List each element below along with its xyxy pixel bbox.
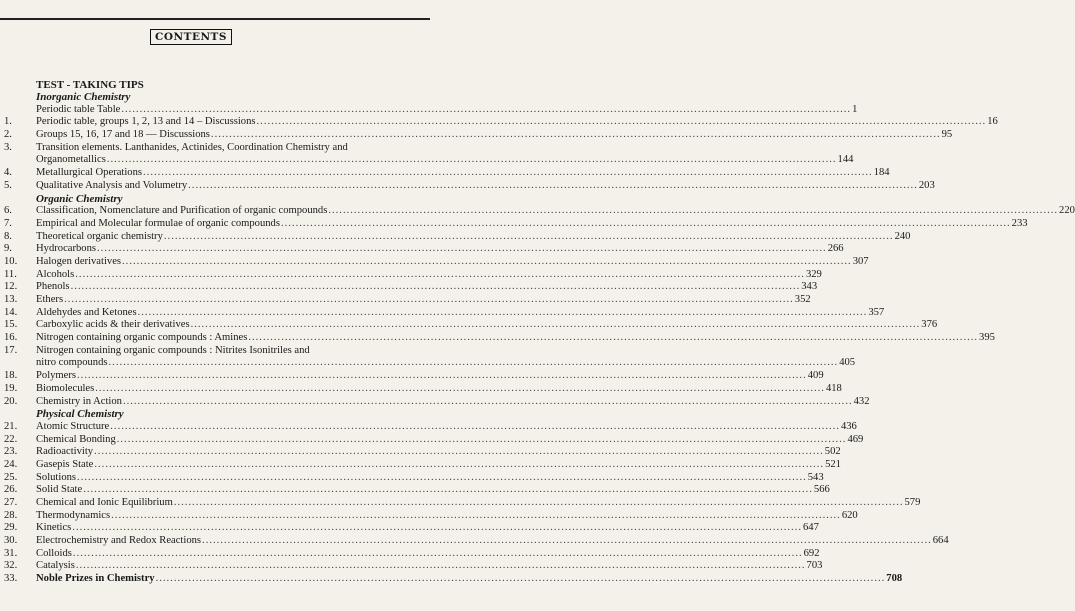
toc-entry-title: Biomolecules bbox=[36, 382, 95, 394]
dot-leader: ........................................................................................................................................................................................................ bbox=[77, 370, 807, 382]
toc-entry-page: 543 bbox=[807, 471, 824, 483]
dot-leader: ........................................................................................................................................................................................................ bbox=[106, 154, 837, 166]
toc-entry[interactable] bbox=[0, 268, 822, 282]
table-of-contents bbox=[0, 91, 1075, 586]
toc-entry[interactable] bbox=[0, 319, 938, 332]
toc-entry[interactable] bbox=[0, 573, 903, 586]
section-heading bbox=[0, 408, 430, 421]
dot-leader: ........................................................................................................................................................................................................ bbox=[188, 179, 918, 191]
toc-entry[interactable] bbox=[0, 395, 870, 409]
toc-entry[interactable] bbox=[0, 446, 841, 459]
toc-entry-page: 521 bbox=[825, 458, 841, 470]
toc-entry-title: Nitrogen containing organic compounds : Nitrites Isonitriles and bbox=[36, 344, 310, 356]
dot-leader: ........................................................................................................................................................................................................ bbox=[210, 129, 941, 141]
dot-leader: ........................................................................................................................................................................................................ bbox=[122, 395, 853, 407]
toc-entry-page: 233 bbox=[1011, 217, 1028, 229]
toc-entry-number: 6. bbox=[4, 205, 12, 217]
toc-entry-page: 184 bbox=[873, 167, 890, 179]
toc-entry-number: 8. bbox=[4, 230, 12, 242]
toc-entry-number: 29. bbox=[4, 522, 18, 534]
dot-leader: ........................................................................................................................................................................................................ bbox=[94, 458, 825, 470]
toc-entry-title: Ethers bbox=[36, 294, 64, 305]
toc-entry-page: 307 bbox=[852, 255, 869, 267]
toc-entry-title: Alcohols bbox=[36, 268, 75, 280]
dot-leader: ........................................................................................................................................................................................................ bbox=[75, 268, 805, 280]
toc-entry-number: 24. bbox=[4, 458, 18, 470]
toc-entry-number: 21. bbox=[4, 420, 18, 432]
contents-heading: CONTENTS bbox=[155, 31, 227, 43]
toc-entry-number: 13. bbox=[4, 294, 18, 305]
toc-entry[interactable] bbox=[0, 484, 830, 497]
toc-entry[interactable] bbox=[0, 547, 820, 561]
toc-entry-number: 10. bbox=[4, 255, 18, 267]
toc-entry[interactable] bbox=[0, 116, 998, 129]
dot-leader: ........................................................................................................................................................................................................ bbox=[137, 306, 868, 318]
toc-entry-page: 395 bbox=[979, 332, 995, 344]
section-heading-label: Inorganic Chemistry bbox=[36, 91, 131, 103]
dot-leader: ........................................................................................................................................................................................................ bbox=[155, 573, 886, 585]
toc-entry-page: 692 bbox=[803, 547, 820, 559]
toc-entry-title: nitro compounds bbox=[36, 357, 108, 369]
toc-entry-page: 240 bbox=[894, 230, 911, 242]
toc-entry-number: 2. bbox=[4, 129, 12, 141]
toc-entry-title: Empirical and Molecular formulae of organic compounds bbox=[36, 217, 280, 229]
toc-entry[interactable] bbox=[0, 382, 842, 396]
toc-entry-number: 30. bbox=[4, 535, 18, 547]
toc-entry-title: Chemical Bonding bbox=[36, 433, 116, 445]
dot-leader: ........................................................................................................................................................................................................ bbox=[83, 484, 813, 496]
toc-entry-title: Atomic Structure bbox=[36, 420, 110, 432]
dot-leader: ........................................................................................................................................................................................................ bbox=[108, 357, 839, 369]
toc-entry-title: Chemistry in Action bbox=[36, 395, 122, 407]
toc-entry-number: 19. bbox=[4, 382, 18, 394]
toc-entry-page: 432 bbox=[853, 395, 870, 407]
top-rule bbox=[0, 18, 430, 20]
toc-entry-number: 20. bbox=[4, 395, 18, 407]
toc-entry[interactable] bbox=[0, 103, 858, 117]
toc-entry-title: Solutions bbox=[36, 471, 77, 483]
toc-entry[interactable] bbox=[0, 471, 824, 485]
toc-entry-page: 418 bbox=[825, 382, 842, 394]
dot-leader: ........................................................................................................................................................................................................ bbox=[163, 230, 894, 242]
contents-heading-box bbox=[150, 29, 232, 45]
toc-entry-page: 566 bbox=[813, 484, 830, 496]
toc-entry-number: 5. bbox=[4, 179, 12, 191]
dot-leader: ........................................................................................................................................................................................................ bbox=[202, 535, 932, 547]
toc-entry-title: Colloids bbox=[36, 547, 72, 559]
toc-entry-number: 28. bbox=[4, 509, 18, 521]
toc-entry[interactable] bbox=[0, 509, 858, 523]
toc-entry-title: Thermodynamics bbox=[36, 509, 111, 521]
toc-entry-number: 9. bbox=[4, 243, 12, 255]
toc-entry-title: Halogen derivatives bbox=[36, 255, 122, 267]
toc-entry-page: 16 bbox=[987, 116, 998, 128]
toc-entry[interactable] bbox=[0, 142, 430, 155]
toc-entry-title: Chemical and Ionic Equilibrium bbox=[36, 497, 173, 508]
toc-entry[interactable] bbox=[0, 205, 1075, 218]
toc-entry[interactable] bbox=[0, 420, 857, 434]
toc-entry-title: Periodic table Table bbox=[36, 103, 121, 115]
toc-entry-title: Qualitative Analysis and Volumetry bbox=[36, 179, 188, 191]
toc-entry-page: 502 bbox=[824, 446, 841, 458]
toc-entry-title: Noble Prizes in Chemistry bbox=[36, 573, 155, 585]
toc-entry[interactable] bbox=[0, 345, 430, 358]
toc-entry-number: 4. bbox=[4, 167, 12, 179]
dot-leader: ........................................................................................................................................................................................................ bbox=[94, 446, 824, 458]
toc-entry-title: Hydrocarbons bbox=[36, 243, 97, 255]
dot-leader: ........................................................................................................................................................................................................ bbox=[75, 560, 806, 572]
toc-entry-title: Kinetics bbox=[36, 522, 72, 534]
toc-entry[interactable] bbox=[0, 433, 864, 447]
toc-entry-title: Classification, Nomenclature and Purification of organic compounds bbox=[36, 205, 328, 217]
section-heading bbox=[0, 193, 430, 206]
dot-leader: ........................................................................................................................................................................................................ bbox=[95, 382, 825, 394]
dot-leader: ........................................................................................................................................................................................................ bbox=[97, 243, 827, 255]
toc-entry[interactable] bbox=[0, 332, 995, 345]
dot-leader: ........................................................................................................................................................................................................ bbox=[190, 319, 921, 331]
toc-entry-page: 579 bbox=[904, 497, 921, 508]
toc-entry-title: Polymers bbox=[36, 370, 77, 382]
toc-entry-title: Groups 15, 16, 17 and 18 — Discussions bbox=[36, 129, 210, 141]
section-heading-label: Physical Chemistry bbox=[36, 408, 124, 421]
toc-entry-number: 18. bbox=[4, 370, 18, 382]
dot-leader: ........................................................................................................................................................................................................ bbox=[173, 497, 904, 508]
toc-entry[interactable] bbox=[0, 129, 953, 142]
toc-entry-number: 14. bbox=[4, 306, 18, 318]
toc-entry-page: 469 bbox=[847, 433, 864, 445]
toc-entry-title: Radioactivity bbox=[36, 446, 94, 458]
toc-entry-title: Phenols bbox=[36, 281, 70, 293]
toc-entry-number: 31. bbox=[4, 547, 18, 559]
toc-entry-page: 352 bbox=[794, 294, 811, 305]
toc-entry[interactable] bbox=[0, 154, 854, 167]
toc-entry-number: 27. bbox=[4, 497, 18, 508]
toc-entry-title: Catalysis bbox=[36, 560, 75, 572]
section-heading-label: Organic Chemistry bbox=[36, 192, 123, 205]
dot-leader: ........................................................................................................................................................................................................ bbox=[256, 116, 987, 128]
toc-entry-page: 405 bbox=[839, 357, 856, 369]
toc-entry-page: 343 bbox=[801, 281, 818, 293]
dot-leader: ........................................................................................................................................................................................................ bbox=[64, 294, 794, 305]
toc-entry-title: Organometallics bbox=[36, 154, 106, 166]
dot-leader: ........................................................................................................................................................................................................ bbox=[328, 205, 1059, 217]
toc-entry-page: 409 bbox=[807, 370, 824, 382]
toc-entry[interactable] bbox=[0, 167, 890, 180]
toc-entry-title: Electrochemistry and Redox Reactions bbox=[36, 535, 202, 547]
toc-entry[interactable] bbox=[0, 535, 949, 548]
dot-leader: ........................................................................................................................................................................................................ bbox=[72, 522, 802, 534]
toc-entry-number: 3. bbox=[4, 141, 12, 153]
toc-entry-page: 329 bbox=[805, 268, 822, 280]
dot-leader: ........................................................................................................................................................................................................ bbox=[111, 509, 841, 521]
toc-entry-title: Periodic table, groups 1, 2, 13 and 14 – Discussions bbox=[36, 116, 256, 128]
toc-entry-number: 12. bbox=[4, 281, 18, 293]
toc-entry[interactable] bbox=[0, 357, 856, 370]
toc-entry[interactable] bbox=[0, 306, 885, 320]
toc-entry[interactable] bbox=[0, 255, 869, 269]
toc-entry[interactable] bbox=[0, 370, 824, 383]
toc-entry-number: 32. bbox=[4, 560, 18, 572]
toc-entry-page: 266 bbox=[827, 243, 844, 255]
toc-entry-title: Metallurgical Operations bbox=[36, 167, 143, 179]
toc-entry-number: 16. bbox=[4, 332, 18, 344]
toc-entry[interactable] bbox=[0, 243, 844, 256]
toc-entry[interactable] bbox=[0, 281, 818, 294]
toc-entry-page: 357 bbox=[868, 306, 885, 318]
toc-entry[interactable] bbox=[0, 179, 935, 193]
section-heading bbox=[0, 91, 430, 104]
toc-entry-page: 95 bbox=[941, 129, 953, 141]
dot-leader: ........................................................................................................................................................................................................ bbox=[121, 103, 852, 115]
toc-entry-number: 1. bbox=[4, 116, 12, 128]
toc-entry-page: 703 bbox=[806, 560, 823, 572]
toc-entry-page: 220 bbox=[1059, 205, 1075, 217]
toc-entry-page: 376 bbox=[921, 319, 938, 331]
toc-entry[interactable] bbox=[0, 560, 823, 573]
toc-entry-page: 144 bbox=[837, 154, 854, 166]
toc-entry-page: 203 bbox=[918, 179, 935, 191]
toc-entry-page: 664 bbox=[932, 535, 949, 547]
toc-entry[interactable] bbox=[0, 217, 1028, 231]
toc-entry-page: 620 bbox=[841, 509, 858, 521]
toc-entry-number: 23. bbox=[4, 446, 18, 458]
toc-entry-title: Nitrogen containing organic compounds : Amines bbox=[36, 332, 248, 344]
toc-entry-title: Solid State bbox=[36, 484, 83, 496]
dot-leader: ........................................................................................................................................................................................................ bbox=[280, 217, 1011, 229]
toc-entry[interactable] bbox=[0, 294, 811, 307]
dot-leader: ........................................................................................................................................................................................................ bbox=[122, 255, 852, 267]
dot-leader: ........................................................................................................................................................................................................ bbox=[248, 332, 979, 344]
toc-entry-number: 22. bbox=[4, 433, 18, 445]
toc-entry-number: 17. bbox=[4, 344, 18, 356]
toc-entry-number: 11. bbox=[4, 268, 17, 280]
toc-entry-number: 33. bbox=[4, 573, 18, 585]
dot-leader: ........................................................................................................................................................................................................ bbox=[110, 420, 840, 432]
toc-entry-title: Transition elements. Lanthanides, Actinides, Coordination Chemistry and bbox=[36, 141, 348, 153]
test-taking-tips-heading: TEST - TAKING TIPS bbox=[36, 79, 144, 91]
toc-entry-number: 26. bbox=[4, 484, 18, 496]
dot-leader: ........................................................................................................................................................................................................ bbox=[116, 433, 847, 445]
toc-entry[interactable] bbox=[0, 522, 819, 535]
toc-entry-page: 708 bbox=[886, 573, 903, 585]
toc-entry[interactable] bbox=[0, 497, 921, 510]
toc-entry-title: Theoretical organic chemistry bbox=[36, 230, 163, 242]
toc-entry-page: 1 bbox=[852, 103, 858, 115]
dot-leader: ........................................................................................................................................................................................................ bbox=[70, 281, 801, 293]
toc-entry-page: 436 bbox=[840, 420, 857, 432]
toc-entry-page: 647 bbox=[803, 522, 819, 534]
toc-entry[interactable] bbox=[0, 230, 911, 244]
toc-entry-number: 15. bbox=[4, 319, 18, 331]
toc-entry-number: 25. bbox=[4, 471, 18, 483]
dot-leader: ........................................................................................................................................................................................................ bbox=[72, 547, 803, 559]
toc-entry-title: Gasepis State bbox=[36, 458, 94, 470]
toc-entry[interactable] bbox=[0, 458, 841, 472]
toc-entry-title: Aldehydes and Ketones bbox=[36, 306, 137, 318]
toc-entry-title: Carboxylic acids & their derivatives bbox=[36, 319, 190, 331]
dot-leader: ........................................................................................................................................................................................................ bbox=[143, 167, 873, 179]
toc-entry-number: 7. bbox=[4, 217, 12, 229]
dot-leader: ........................................................................................................................................................................................................ bbox=[77, 471, 807, 483]
